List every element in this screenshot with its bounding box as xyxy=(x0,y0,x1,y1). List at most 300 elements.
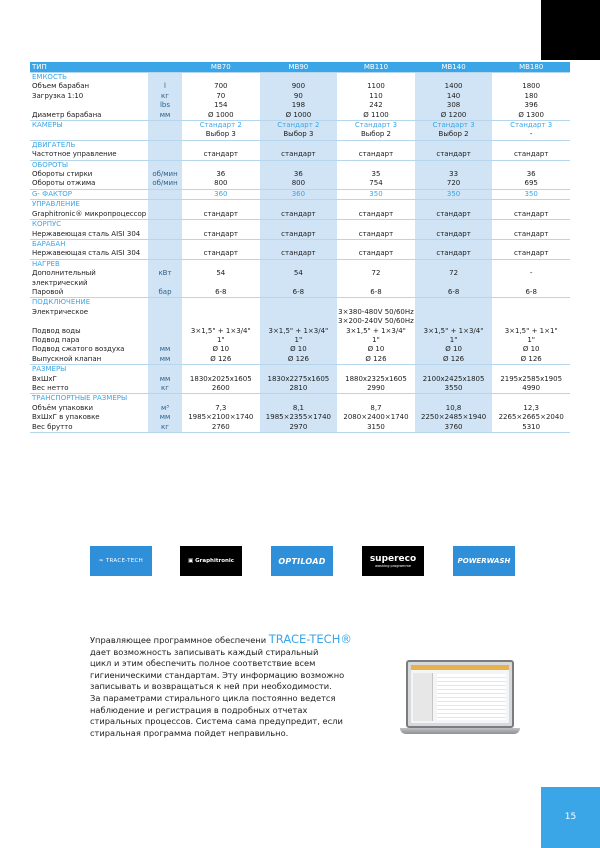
value-cell xyxy=(492,239,570,249)
value-cell: 8,7 xyxy=(370,403,382,412)
value-cell: стандарт xyxy=(337,150,415,160)
value-cell xyxy=(415,279,493,288)
value-cell: Ø 10 xyxy=(367,345,385,354)
row-unit xyxy=(148,121,182,131)
table-row xyxy=(30,82,570,91)
value-cell xyxy=(337,259,415,269)
row-label: Диаметр барабана xyxy=(30,111,148,121)
value-cell: 900 xyxy=(260,82,338,91)
value-cell: 350 xyxy=(492,189,570,199)
value-cell: стандарт xyxy=(260,230,338,240)
value-cell xyxy=(492,200,570,210)
row-label: Подвод сжатого воздуха xyxy=(32,345,125,354)
value-cell: стандарт xyxy=(492,249,570,259)
chip-icon: ▣ xyxy=(187,558,194,564)
value-cell: 110 xyxy=(369,91,383,100)
value-cell xyxy=(182,140,260,150)
row-unit xyxy=(148,249,182,259)
table-row xyxy=(30,170,570,179)
app-report-grid xyxy=(437,674,506,720)
description-line: гигиеническими стандартам. Эту информацию возможно xyxy=(90,669,345,680)
value-cell: 2265×2665×2040 xyxy=(498,413,564,422)
table-row xyxy=(30,279,570,288)
value-cell: 1985×2100×1740 xyxy=(188,413,254,422)
value-cell xyxy=(182,394,260,404)
description-line: За параметрами стирального цикла постоянно ведется xyxy=(90,692,336,703)
value-cell: стандарт xyxy=(182,249,260,259)
value-cell xyxy=(182,317,260,326)
row-label xyxy=(30,317,148,326)
value-cell: Стандарт 3 xyxy=(492,121,570,131)
section-title: ТРАНСПОРТНЫЕ РАЗМЕРЫ xyxy=(30,394,148,404)
row-label: Нержавеющая сталь AISI 304 xyxy=(30,249,148,259)
value-cell: 1" xyxy=(527,335,536,344)
section-title: БАРАБАН xyxy=(30,239,148,249)
value-cell: 4990 xyxy=(492,384,570,394)
section-row xyxy=(30,298,570,308)
value-cell: 70 xyxy=(216,91,226,100)
row-unit xyxy=(148,210,182,220)
row-label: Обороты отжима xyxy=(30,179,148,189)
row-unit xyxy=(148,239,182,249)
value-cell xyxy=(182,160,260,170)
row-unit: l xyxy=(148,82,182,91)
value-cell xyxy=(337,239,415,249)
value-cell xyxy=(337,298,415,308)
value-cell: 2970 xyxy=(260,423,338,433)
value-cell: 242 xyxy=(369,101,383,110)
value-cell xyxy=(260,220,338,230)
value-cell xyxy=(415,160,493,170)
table-row xyxy=(30,345,570,354)
value-cell: 396 xyxy=(524,101,538,110)
value-cell: 1" xyxy=(216,335,225,344)
value-cell: стандарт xyxy=(337,230,415,240)
corner-black-block xyxy=(541,0,600,60)
value-cell xyxy=(337,220,415,230)
value-cell: 198 xyxy=(260,101,338,110)
row-unit: lbs xyxy=(148,101,182,110)
value-cell xyxy=(182,200,260,210)
section-row xyxy=(30,160,570,170)
row-label: Вес брутто xyxy=(30,423,148,433)
value-cell: 2100x2425x1805 xyxy=(415,375,493,384)
table-row xyxy=(30,384,570,394)
spec-table-body xyxy=(30,62,570,433)
value-cell: 12,3 xyxy=(523,403,539,412)
value-cell xyxy=(492,279,570,288)
value-cell: Стандарт 3 xyxy=(337,121,415,131)
row-unit xyxy=(148,298,182,308)
page-number: 15 xyxy=(541,787,600,848)
description-line: дает возможность записывать каждый стиральный xyxy=(90,646,319,657)
row-label: ВхШхГ в упаковке xyxy=(32,413,100,422)
section-row xyxy=(30,189,570,199)
value-cell: стандарт xyxy=(492,150,570,160)
row-unit xyxy=(148,308,182,317)
value-cell: Ø 1000 xyxy=(182,111,260,121)
section-title: ОБОРОТЫ xyxy=(30,160,148,170)
section-row xyxy=(30,259,570,269)
row-label: Объем барабан xyxy=(32,82,90,91)
table-row xyxy=(30,249,570,259)
value-cell: 36 xyxy=(260,170,338,179)
row-unit xyxy=(148,394,182,404)
value-cell xyxy=(182,279,260,288)
value-cell: 6-8 xyxy=(492,288,570,298)
value-cell: стандарт xyxy=(260,249,338,259)
row-label xyxy=(30,130,148,140)
table-row xyxy=(30,210,570,220)
value-cell: стандарт xyxy=(415,230,493,240)
value-cell xyxy=(337,394,415,404)
section-title: КОРПУС xyxy=(30,220,148,230)
value-cell: 1" xyxy=(415,336,493,345)
app-title-bar xyxy=(411,665,509,670)
value-cell xyxy=(260,317,338,326)
supereco-logo xyxy=(362,546,424,576)
value-cell: стандарт xyxy=(492,210,570,220)
value-cell: 1985×2355×1740 xyxy=(260,413,338,422)
value-cell: 33 xyxy=(415,170,493,179)
row-unit xyxy=(148,259,182,269)
value-cell: 1400 xyxy=(415,82,493,91)
value-cell: Ø 10 xyxy=(415,345,493,354)
value-cell: 2810 xyxy=(260,384,338,394)
value-cell: 6-8 xyxy=(415,288,493,298)
table-row xyxy=(30,179,570,189)
value-cell: стандарт xyxy=(415,150,493,160)
value-cell: 700 xyxy=(214,82,228,91)
row-label: Паровой xyxy=(30,288,148,298)
model-header: MB180 xyxy=(492,62,570,73)
value-cell xyxy=(492,140,570,150)
value-cell: Ø 126 xyxy=(415,355,493,365)
row-unit xyxy=(148,365,182,375)
value-cell: 2250×2485×1940 xyxy=(415,413,493,422)
row-unit xyxy=(148,130,182,140)
value-cell: 54 xyxy=(260,269,338,278)
powerwash-logo-text: POWERWASH xyxy=(457,557,511,565)
value-cell xyxy=(260,308,338,317)
value-cell: 3×1,5" + 1×1" xyxy=(504,326,558,335)
value-cell: стандарт xyxy=(337,210,415,220)
table-row xyxy=(30,269,570,278)
row-unit: кг xyxy=(148,92,182,101)
row-label: Дополнительный xyxy=(32,269,96,278)
value-cell: 140 xyxy=(415,92,493,101)
row-unit xyxy=(148,317,182,326)
value-cell: Выбор 3 xyxy=(182,130,260,140)
value-cell: Стандарт 3 xyxy=(415,121,493,131)
description-line: цикл и этим обеспечить полное соответствие всем xyxy=(90,658,316,669)
value-cell xyxy=(337,279,415,288)
value-cell xyxy=(182,239,260,249)
table-row xyxy=(30,92,570,101)
value-cell: стандарт xyxy=(182,230,260,240)
value-cell xyxy=(415,239,493,249)
value-cell xyxy=(182,308,260,317)
value-cell xyxy=(492,73,570,83)
optiload-logo xyxy=(271,546,333,576)
value-cell xyxy=(260,160,338,170)
value-cell: - xyxy=(492,130,570,140)
value-cell: Ø 10 xyxy=(212,345,230,354)
value-cell: 10,8 xyxy=(415,404,493,413)
value-cell: стандарт xyxy=(260,210,338,220)
section-row xyxy=(30,220,570,230)
row-unit: мм xyxy=(148,345,182,354)
value-cell: 1830x2025x1605 xyxy=(189,374,252,383)
value-cell xyxy=(260,259,338,269)
value-cell: 308 xyxy=(415,101,493,110)
value-cell: - xyxy=(529,269,533,278)
value-cell: стандарт xyxy=(415,210,493,220)
value-cell: Выбор 2 xyxy=(415,130,493,140)
value-cell: 1800 xyxy=(522,82,541,91)
laptop-image xyxy=(400,660,520,736)
value-cell: Выбор 2 xyxy=(337,130,415,140)
value-cell: стандарт xyxy=(260,150,338,160)
value-cell xyxy=(492,220,570,230)
value-cell xyxy=(415,200,493,210)
section-title: УПРАВЛЕНИЕ xyxy=(30,200,148,210)
row-unit xyxy=(148,230,182,240)
description-lead-line xyxy=(90,634,360,647)
row-unit: м³ xyxy=(148,404,182,413)
row-unit: бар xyxy=(148,288,182,298)
value-cell xyxy=(415,298,493,308)
supereco-logo-text: supereco xyxy=(369,553,417,564)
value-cell: 6-8 xyxy=(182,288,260,298)
value-cell xyxy=(260,140,338,150)
row-unit: кг xyxy=(148,384,182,394)
value-cell: 350 xyxy=(337,189,415,199)
value-cell: 1" xyxy=(372,335,380,344)
value-cell: 3760 xyxy=(415,423,493,433)
value-cell xyxy=(492,308,570,317)
value-cell: 1" xyxy=(260,336,338,345)
row-unit: об/мин xyxy=(148,179,182,189)
value-cell: Ø 10 xyxy=(260,345,338,354)
value-cell xyxy=(182,298,260,308)
table-row xyxy=(30,413,570,422)
value-cell: Ø 1300 xyxy=(492,111,570,121)
value-cell xyxy=(260,298,338,308)
value-cell xyxy=(337,160,415,170)
value-cell xyxy=(492,317,570,326)
row-unit xyxy=(148,200,182,210)
section-title: РАЗМЕРЫ xyxy=(30,365,148,375)
table-row xyxy=(30,375,570,384)
value-cell: стандарт xyxy=(337,249,415,259)
trace-tech-logo xyxy=(90,546,152,576)
value-cell: 360 xyxy=(182,189,260,199)
value-cell xyxy=(492,298,570,308)
value-cell xyxy=(260,239,338,249)
model-header: MB90 xyxy=(260,62,338,73)
value-cell: 2080×2400×1740 xyxy=(343,413,409,422)
value-cell: 1100 xyxy=(367,82,385,91)
value-cell: 800 xyxy=(260,179,338,189)
row-label: Graphitronic® микропроцессор xyxy=(32,209,147,218)
value-cell: 8,1 xyxy=(260,404,338,413)
graphitronic-logo-text: Graphitronic xyxy=(195,558,235,564)
row-unit: кВт xyxy=(148,269,182,278)
value-cell: Ø 126 xyxy=(260,355,338,365)
row-unit xyxy=(148,73,182,83)
row-label: Объём упаковки xyxy=(32,403,94,412)
value-cell: 6-8 xyxy=(260,288,338,298)
graphitronic-logo xyxy=(180,546,242,576)
row-label: Нержавеющая сталь AISI 304 xyxy=(30,230,148,240)
value-cell: 2990 xyxy=(337,384,415,394)
section-row xyxy=(30,140,570,150)
value-cell xyxy=(182,259,260,269)
table-row xyxy=(30,288,570,298)
row-label: Загрузка 1:10 xyxy=(32,91,84,100)
description-brand: TRACE-TECH® xyxy=(268,632,352,646)
value-cell: 3×1,5" + 1×3/4" xyxy=(346,326,406,335)
value-cell: 3×200-240V 50/60Hz xyxy=(338,317,414,326)
value-cell: Стандарт 2 xyxy=(260,121,338,131)
table-row xyxy=(30,111,570,121)
description-line: наблюдение и регистрация в подробных отчетах xyxy=(90,704,308,715)
section-title: КАМЕРЫ xyxy=(30,121,148,131)
value-cell: Стандарт 2 xyxy=(182,121,260,131)
row-unit: мм xyxy=(148,111,182,121)
value-cell xyxy=(337,365,415,375)
supereco-tagline: washing programme xyxy=(374,563,412,568)
value-cell: Ø 10 xyxy=(522,345,540,354)
value-cell xyxy=(415,308,493,317)
value-cell: 3×380-480V 50/60Hz xyxy=(338,307,414,316)
table-row xyxy=(30,355,570,365)
value-cell xyxy=(260,200,338,210)
section-title: ДВИГАТЕЛЬ xyxy=(30,140,148,150)
value-cell: Выбор 3 xyxy=(260,130,338,140)
value-cell xyxy=(337,73,415,83)
row-unit xyxy=(148,150,182,160)
value-cell: 36 xyxy=(526,170,536,179)
value-cell: 154 xyxy=(214,101,228,110)
section-row xyxy=(30,121,570,131)
model-header: MB110 xyxy=(337,62,415,73)
value-cell: стандарт xyxy=(182,210,260,220)
row-unit xyxy=(148,327,182,336)
value-cell: Ø 1100 xyxy=(337,111,415,121)
value-cell xyxy=(415,73,493,83)
row-label: Обороты стирки xyxy=(32,170,93,179)
value-cell: 180 xyxy=(524,91,538,100)
trace-tech-description xyxy=(90,634,360,739)
value-cell: 35 xyxy=(371,170,381,179)
table-header-row xyxy=(30,62,570,73)
type-label: ТИП xyxy=(30,62,148,73)
value-cell: 72 xyxy=(415,269,493,278)
row-label: Частотное управление xyxy=(30,150,148,160)
table-row xyxy=(30,423,570,433)
section-row xyxy=(30,73,570,83)
row-label: Электрическое xyxy=(32,307,89,316)
value-cell: Ø 126 xyxy=(337,355,415,365)
row-label: электрический xyxy=(32,278,88,287)
value-cell: 800 xyxy=(182,179,260,189)
spec-table xyxy=(30,62,570,433)
value-cell: стандарт xyxy=(492,230,570,240)
row-unit: об/мин xyxy=(148,170,182,179)
optiload-logo-text: OPTILOAD xyxy=(278,556,326,566)
table-row xyxy=(30,308,570,317)
value-cell xyxy=(260,279,338,288)
value-cell xyxy=(182,73,260,83)
value-cell xyxy=(182,365,260,375)
laptop-screen xyxy=(411,665,509,723)
value-cell: 3×1,5" + 1×3/4" xyxy=(190,326,251,335)
header-unit-cell xyxy=(148,62,182,73)
table-row xyxy=(30,317,570,326)
row-unit xyxy=(148,189,182,199)
value-cell: 1830x2275x1605 xyxy=(260,375,338,384)
value-cell xyxy=(415,317,493,326)
row-unit xyxy=(148,140,182,150)
value-cell: Ø 1000 xyxy=(260,111,338,121)
section-title: ЕМКОСТЬ xyxy=(30,73,148,83)
description-line: стиральная программа пойдет неправильно. xyxy=(90,727,289,738)
section-title: ПОДКЛЮЧЕНИЕ xyxy=(30,298,148,308)
value-cell xyxy=(337,200,415,210)
section-row xyxy=(30,394,570,404)
value-cell: 3×1,5" + 1×3/4" xyxy=(260,327,338,336)
table-row xyxy=(30,404,570,413)
value-cell: 5310 xyxy=(492,423,570,433)
section-row xyxy=(30,200,570,210)
value-cell xyxy=(415,259,493,269)
row-label xyxy=(30,101,148,110)
section-row xyxy=(30,239,570,249)
value-cell: 2600 xyxy=(182,384,260,394)
value-cell: 350 xyxy=(415,189,493,199)
row-unit: мм xyxy=(148,375,182,384)
value-cell: Ø 1200 xyxy=(415,111,493,121)
row-label: Выпускной клапан xyxy=(30,355,148,365)
value-cell xyxy=(415,140,493,150)
table-row xyxy=(30,150,570,160)
value-cell: 54 xyxy=(216,269,226,278)
value-cell xyxy=(182,220,260,230)
value-cell: Ø 126 xyxy=(182,355,260,365)
model-header: MB140 xyxy=(415,62,493,73)
value-cell: 6-8 xyxy=(337,288,415,298)
wave-icon: ≈ xyxy=(98,558,104,564)
powerwash-logo xyxy=(453,546,515,576)
value-cell: стандарт xyxy=(182,150,260,160)
description-line: записывать и возвращаться к ней при необходимости. xyxy=(90,681,332,692)
description-lead: Управляющее программное обеспечени xyxy=(90,635,267,645)
row-unit xyxy=(148,220,182,230)
value-cell: 3×1,5" + 1×3/4" xyxy=(415,327,493,336)
value-cell: 90 xyxy=(260,92,338,101)
laptop-lid xyxy=(406,660,514,728)
value-cell: 695 xyxy=(492,179,570,189)
section-row xyxy=(30,365,570,375)
value-cell: 72 xyxy=(371,269,381,278)
value-cell: 2760 xyxy=(182,423,260,433)
table-row xyxy=(30,230,570,240)
row-label: Подвод воды xyxy=(32,326,81,335)
section-title: НАГРЕВ xyxy=(30,259,148,269)
row-label: Вес нетто xyxy=(30,384,148,394)
